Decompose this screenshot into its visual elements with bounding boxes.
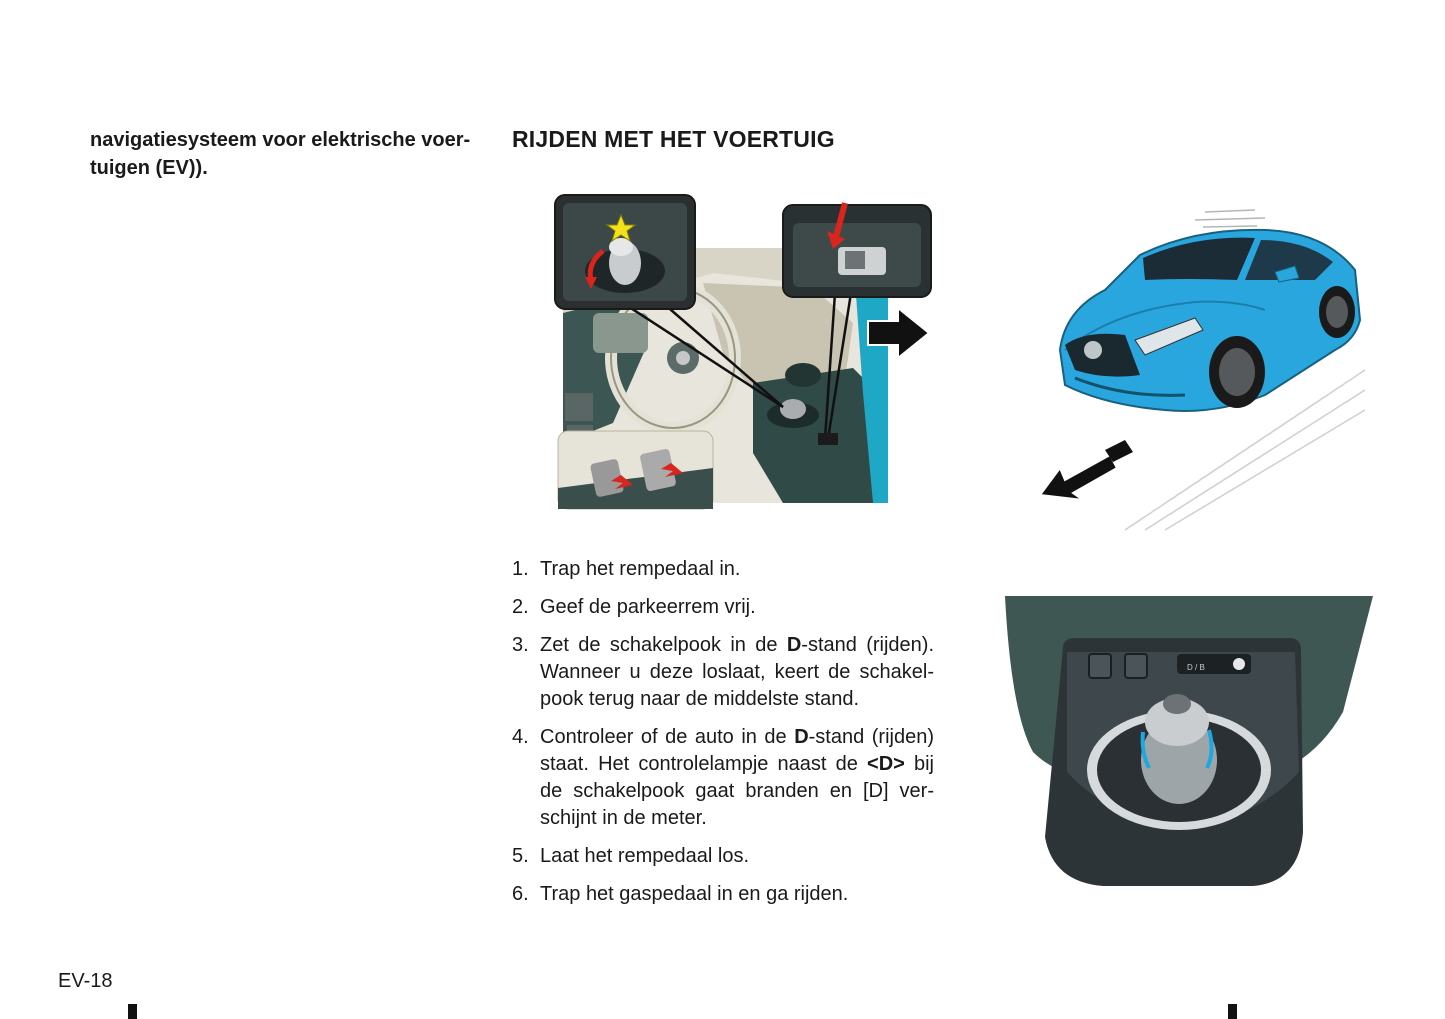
step-1 bbox=[512, 556, 934, 583]
step-number: 1. bbox=[512, 558, 529, 580]
continued-text-line-1: navigatiesysteem voor elektrische voer- bbox=[90, 129, 471, 151]
step-bold: D bbox=[786, 634, 802, 656]
shifter-closeup-illustration bbox=[1003, 592, 1375, 890]
interior-illustration bbox=[553, 193, 935, 511]
shifter-drawing bbox=[1003, 592, 1375, 890]
step-number: 2. bbox=[512, 596, 529, 618]
interior-drawing bbox=[553, 193, 935, 511]
crop-mark-right bbox=[1228, 1004, 1237, 1019]
section-title: RIJDEN MET HET VOERTUIG bbox=[512, 126, 835, 152]
indicator-label: D / B bbox=[1187, 663, 1205, 672]
switch-2 bbox=[1125, 654, 1147, 678]
car-illustration bbox=[965, 200, 1370, 535]
step-number: 3. bbox=[512, 634, 529, 656]
direction-arrow bbox=[1040, 455, 1117, 500]
step-number: 5. bbox=[512, 845, 529, 867]
step-3 bbox=[512, 632, 934, 713]
step-text: Trap het gaspedaal in en ga rijden. bbox=[540, 883, 849, 905]
crop-mark-left bbox=[128, 1004, 137, 1019]
page-number: EV-18 bbox=[58, 970, 113, 992]
step-bold-indicator: <D> bbox=[867, 753, 905, 775]
switch-1 bbox=[1089, 654, 1111, 678]
car-drawing bbox=[965, 200, 1370, 535]
step-number: 6. bbox=[512, 883, 529, 905]
driving-steps-list bbox=[512, 556, 934, 919]
step-6 bbox=[512, 881, 934, 908]
step-number: 4. bbox=[512, 726, 529, 748]
step-5 bbox=[512, 843, 934, 870]
step-text: Geef de parkeerrem vrij. bbox=[540, 596, 756, 618]
step-4 bbox=[512, 724, 934, 832]
step-text: Laat het rempedaal los. bbox=[540, 845, 750, 867]
step-bold: D bbox=[794, 726, 809, 748]
step-text: Zet de schakelpook in de D-stand (rijden). Wanneer u deze loslaat, keert de schakel-pook terug naar de middelste stand. bbox=[540, 634, 934, 710]
step-text: Trap het rempedaal in. bbox=[540, 558, 741, 580]
step-2 bbox=[512, 594, 934, 621]
step-text: Controleer of de auto in de D-stand (rijden) staat. Het controlelampje naast de <D> bij de schakelpook gaat branden en [D] ver-schijnt in de meter. bbox=[540, 726, 935, 829]
continued-text-line-2: tuigen (EV)). bbox=[90, 157, 208, 179]
continued-text bbox=[90, 126, 482, 182]
